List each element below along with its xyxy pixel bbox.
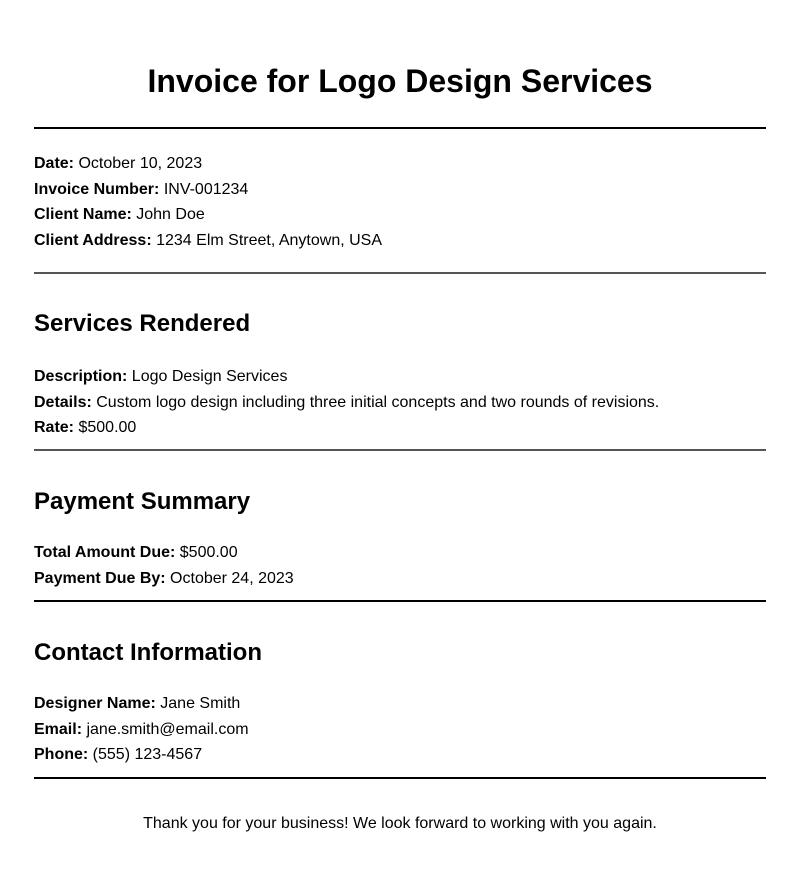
client-name-value: John Doe <box>136 206 205 223</box>
date-field <box>34 151 766 177</box>
client-name-label: Client Name: <box>34 206 132 223</box>
phone-label: Phone: <box>34 746 89 763</box>
divider <box>34 127 766 129</box>
client-address-label: Client Address: <box>34 231 152 249</box>
total-amount-field <box>34 540 766 566</box>
phone-value: (555) 123-4567 <box>92 746 203 763</box>
invoice-number-label: Invoice Number: <box>34 180 160 198</box>
total-amount-label: Total Amount Due: <box>34 544 176 561</box>
services-heading: Services Rendered <box>34 310 251 337</box>
description-field <box>34 364 766 390</box>
payment-due-value: October 24, 2023 <box>170 569 294 587</box>
payment-due-field <box>34 566 766 592</box>
invoice-number-field <box>34 177 766 203</box>
contact-heading: Contact Information <box>34 639 262 666</box>
divider <box>34 449 766 451</box>
designer-name-label: Designer Name: <box>34 695 156 712</box>
date-label: Date: <box>34 155 75 172</box>
phone-field <box>34 742 766 768</box>
description-label: Description: <box>34 368 128 385</box>
client-name-field <box>34 202 766 228</box>
email-value: jane.smith@email.com <box>86 720 249 738</box>
client-address-value: 1234 Elm Street, Anytown, USA <box>156 231 382 249</box>
details-label: Details: <box>34 393 92 411</box>
client-address-field <box>34 228 766 254</box>
rate-field <box>34 415 766 441</box>
description-value: Logo Design Services <box>131 368 288 385</box>
contact-section <box>34 691 766 768</box>
designer-name-field <box>34 691 766 717</box>
rate-value: $500.00 <box>78 419 137 436</box>
total-amount-value: $500.00 <box>179 544 238 561</box>
invoice-info <box>34 151 766 253</box>
payment-due-label: Payment Due By: <box>34 569 166 587</box>
details-value: Custom logo design including three initial concepts and two rounds of revisions. <box>96 393 660 411</box>
invoice-number-value: INV-001234 <box>163 180 249 198</box>
payment-summary-heading: Payment Summary <box>34 488 251 515</box>
email-field <box>34 717 766 743</box>
services-section <box>34 364 766 441</box>
page-title: Invoice for Logo Design Services <box>147 63 653 99</box>
rate-label: Rate: <box>34 419 75 436</box>
divider <box>34 272 766 274</box>
designer-name-value: Jane Smith <box>160 695 241 712</box>
payment-section <box>34 540 766 591</box>
divider <box>34 600 766 602</box>
divider <box>34 777 766 779</box>
date-value: October 10, 2023 <box>78 155 203 172</box>
email-label: Email: <box>34 720 83 738</box>
thank-you-note: Thank you for your business! We look forward to working with you again. <box>143 815 657 832</box>
details-field <box>34 390 766 416</box>
